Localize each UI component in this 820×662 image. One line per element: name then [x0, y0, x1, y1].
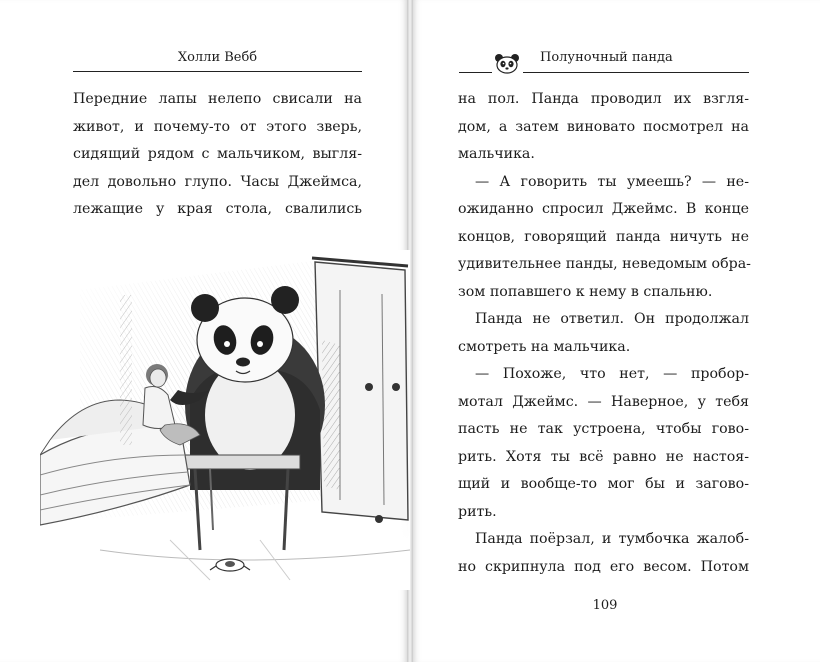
header-rule-left	[73, 71, 362, 72]
text-line: лежащие у края стола, свалились	[73, 201, 362, 217]
header-rule-right-short	[459, 72, 492, 73]
page-number: 109	[592, 598, 618, 613]
text-line: зом попавшего к нему в спальню.	[458, 283, 713, 300]
text-line: ожиданно спросил Джеймс. В конце	[458, 201, 749, 217]
text-line: живот, и почему-то от этого зверь,	[73, 118, 362, 135]
text-line: удивительнее панды, неведомым обра-	[458, 256, 751, 272]
text-line: пасть не так устроена, чтобы гово-	[458, 421, 749, 437]
running-header-title: Полуночный панда	[540, 50, 673, 65]
text-line: мотал Джеймс. — Наверное, у тебя	[458, 393, 749, 410]
text-line: концов, говорящий панда ничуть не	[458, 228, 749, 245]
panda-bedroom-illustration	[40, 250, 410, 590]
text-line: — А говорить ты умеешь? — не-	[475, 173, 749, 190]
text-line: — Похоже, что нет, — пробор-	[475, 366, 749, 382]
text-line: дел довольно глупо. Часы Джеймса,	[73, 173, 362, 190]
text-line: Панда не ответил. Он продолжал	[475, 311, 749, 327]
text-line: Передние лапы нелепо свисали на	[73, 91, 362, 107]
panda-icon	[493, 52, 521, 74]
right-body-text	[458, 86, 749, 581]
header-rule-right-long	[523, 72, 749, 73]
text-line: рить. Хотя ты всё равно не настоя-	[458, 448, 749, 465]
text-line: смотреть на мальчика.	[458, 338, 631, 355]
text-line: сидящий рядом с мальчиком, выгля-	[73, 146, 362, 162]
left-body-text	[73, 86, 362, 224]
text-line: Панда поёрзал, и тумбочка жалоб-	[475, 531, 749, 547]
text-line: дом, а затем виновато посмотрел на	[458, 118, 749, 135]
text-line: на пол. Панда проводил их взгля-	[458, 91, 749, 107]
text-line: щий и вообще-то мог бы и загово-	[458, 476, 749, 492]
text-line: мальчика.	[458, 146, 535, 162]
text-line: но скрипнула под его весом. Потом	[458, 558, 749, 575]
text-line: рить.	[458, 503, 497, 520]
running-header-author: Холли Вебб	[177, 50, 258, 65]
